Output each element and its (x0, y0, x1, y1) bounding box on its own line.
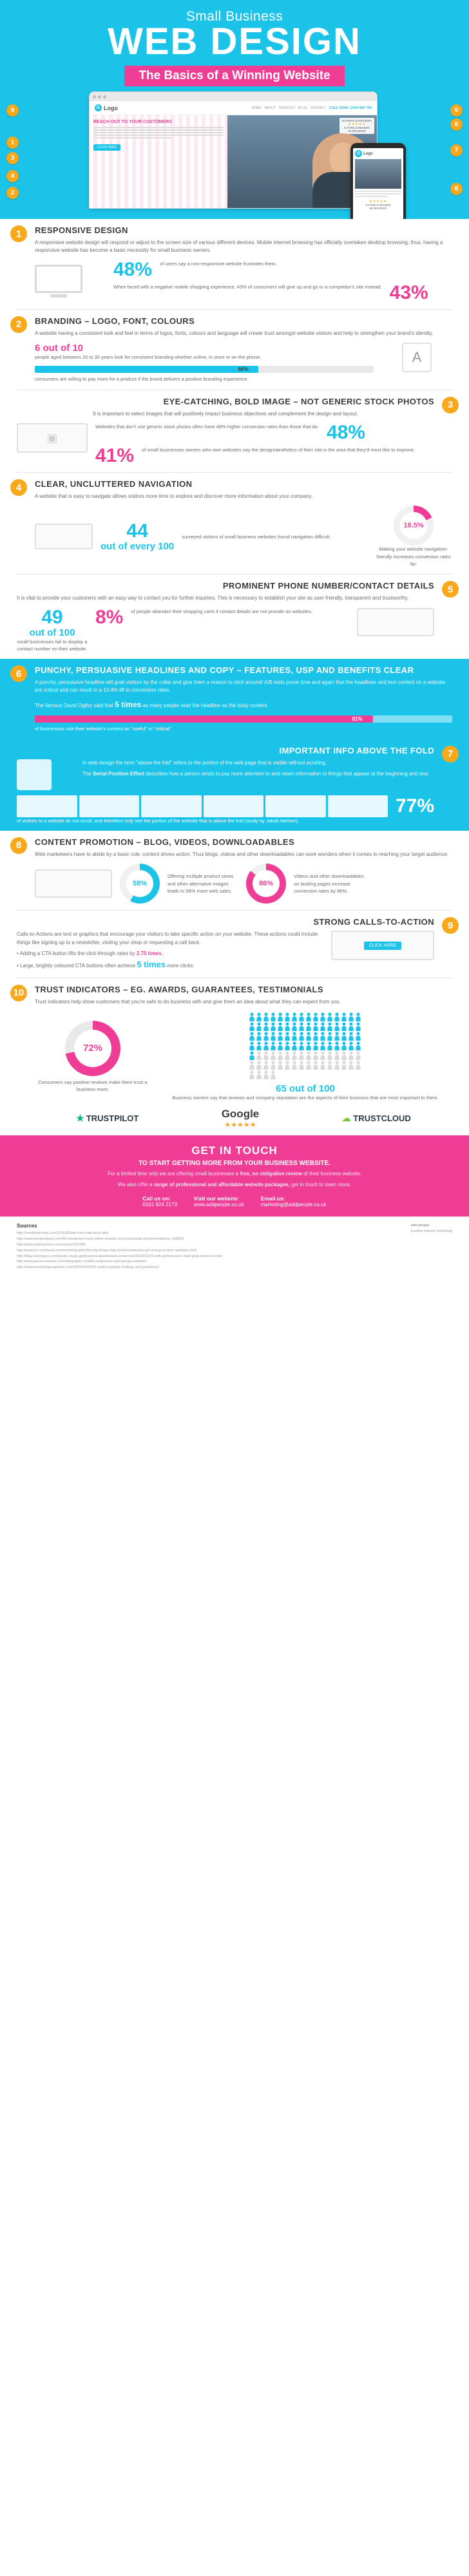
person-pictogram-icon (320, 1041, 326, 1050)
person-pictogram-icon (341, 1022, 347, 1031)
footer-body2-pre: We also offer a (117, 1182, 153, 1188)
person-pictogram-icon (355, 1051, 361, 1060)
footer-subtitle: TO START GETTING MORE FROM YOUR BUSINESS WEBSITE. (139, 1160, 330, 1168)
person-pictogram-icon (298, 1051, 305, 1060)
person-pictogram-icon (320, 1012, 326, 1021)
brand-identity-illustration (381, 343, 452, 372)
phone-rating (355, 200, 401, 210)
site-body-lines (93, 127, 224, 138)
star-icon: ★ (76, 1113, 84, 1124)
content-donut-58-value: 58% (126, 870, 153, 897)
person-pictogram-icon (348, 1022, 354, 1031)
logo-mark-icon: G (95, 104, 102, 111)
section-calls-to-action: 9 STRONG CALLS-TO-ACTION Calls-to-Actions are text or graphics that encourage your visitors to take specific action on your website. These actions could include things like signing up to a newsletter, visiting your shop or requesting a call back. • Adding a CTA button lifts the click-through rates by 2.75 times. • Large, brightly coloured CTA buttons often achieve 5 times more clicks. CLICK HERE (0, 911, 469, 977)
phone-rating-name: KATHIE & REVIERI (365, 204, 391, 207)
sources-section (0, 1217, 469, 1280)
person-pictogram-icon (256, 1061, 262, 1070)
devices-illustration (35, 265, 106, 298)
section-body: Web marketeers have to abide by a basic rule: content drives action. Thus blogs, videos and other downloadables can work wonders when it comes to reaching your target audience. (35, 851, 449, 857)
person-pictogram-icon (249, 1051, 255, 1060)
person-pictogram-icon (270, 1061, 276, 1070)
section-body: A responsive website design will respond or adjust to the screen size of various different devices. Mobile internet browsing has officially overtaken desktop browsing; thus, having a responsive website has become a basic necessity for small business owners. (35, 240, 443, 254)
person-pictogram-icon (327, 1022, 333, 1031)
person-pictogram-icon (305, 1022, 312, 1031)
stat-8-value: 8% (95, 606, 124, 628)
person-pictogram-icon (256, 1022, 262, 1031)
section-number: 2 (10, 316, 27, 333)
site-headline: REACH OUT TO YOUR CUSTOMERS (93, 120, 172, 124)
stat-48b-value: 48% (326, 422, 365, 444)
cta-button[interactable]: CLICK HERE (364, 942, 401, 950)
section-number: 5 (442, 581, 459, 598)
source-item: http://www.smashingmagazine.com/2009/09/24/10-useful-usability-findings-and-guidelines/ (17, 1265, 160, 1270)
person-pictogram-icon (312, 1051, 319, 1060)
person-pictogram-icon (249, 1022, 255, 1031)
person-pictogram-icon (298, 1032, 305, 1041)
cta-bullet1-pre: Adding a CTA button lifts the click-through rates by (19, 951, 135, 957)
browser-dot-icon (93, 95, 96, 99)
trust-logos (35, 1108, 452, 1129)
content-donut-58-text: Offering multiple product views and other alternative images leads to 58% more web sales. (168, 873, 234, 894)
contact-website[interactable] (194, 1195, 244, 1208)
cta-bullet1-value: 2.75 times. (136, 951, 163, 957)
sources-title: Sources (17, 1223, 37, 1229)
nav-item[interactable]: CONTACT (310, 106, 326, 110)
person-pictogram-icon (270, 1012, 276, 1021)
ogilvy-multiplier: 5 times (115, 699, 142, 709)
header-band-text: The Basics of a Winning Website (139, 69, 330, 82)
contact-email-value: marketing@addpeople.co.uk (260, 1202, 327, 1208)
site-logo (95, 104, 118, 111)
navigation-donut-text: Making your website navigation-friendly increases conversion rates by: (376, 546, 451, 567)
person-pictogram-icon (277, 1032, 283, 1041)
section-title: CONTENT PROMOTION – BLOG, VIDEOS, DOWNLOADABLES (35, 837, 295, 847)
person-pictogram-icon (348, 1061, 354, 1070)
contact-website-value: www.addpeople.co.uk (193, 1202, 244, 1208)
person-pictogram-icon (312, 1061, 319, 1070)
contact-website-label: Visit our website: (193, 1195, 240, 1202)
person-pictogram-icon (249, 1032, 255, 1041)
header-main-title: WEB DESIGN (108, 21, 361, 62)
person-pictogram-icon (327, 1032, 333, 1041)
hotspot-marker-4[interactable]: 4 (6, 170, 19, 182)
section-title: EYE-CATCHING, BOLD IMAGE – NOT GENERIC STOCK PHOTOS (163, 396, 434, 406)
ogilvy-post: as many people read the headline as the body content. (142, 702, 269, 708)
person-pictogram-icon (298, 1022, 305, 1031)
image-placeholder-icon: ▣ (17, 423, 88, 453)
addpeople-logo (411, 1223, 452, 1235)
person-pictogram-icon (277, 1061, 283, 1070)
branding-bar (35, 366, 374, 373)
header-small-title: Small Business (186, 9, 283, 24)
person-pictogram-icon (355, 1061, 361, 1070)
stat-44-text: surveyed visitors of small business websites found navigation difficult. (182, 533, 331, 540)
person-pictogram-icon (298, 1041, 305, 1050)
nav-item[interactable]: SERVICES (278, 106, 295, 110)
person-pictogram-icon (341, 1061, 347, 1070)
content-donut-86-text: Videos and other downloadables on landing pages increase conversion rates by 86%. (294, 873, 364, 894)
hotspot-marker-9[interactable]: 9 (6, 104, 19, 117)
star-icon: ★★★★★ (348, 122, 366, 126)
contact-email[interactable] (261, 1195, 327, 1208)
section-navigation (0, 473, 469, 574)
star-icon: ★★★★★ (369, 200, 387, 204)
hero-section (0, 86, 469, 219)
person-pictogram-icon (312, 1012, 319, 1021)
source-item: http://blog.rackspace.com/adobe-study-applications-abandoned-conversion/2014/01/03-web-performance-stats-grab-want-to-know/ (17, 1254, 223, 1258)
section-number: 1 (10, 225, 27, 242)
navigation-donut-chart (394, 506, 434, 545)
person-pictogram-icon (312, 1022, 319, 1031)
section-title: CLEAR, UNCLUTTERED NAVIGATION (35, 479, 193, 489)
person-pictogram-icon (270, 1022, 276, 1031)
person-pictogram-icon (263, 1061, 269, 1070)
person-pictogram-icon (348, 1012, 354, 1021)
footer-body-pre: For a limited time only we are offering small businesses a (108, 1171, 239, 1177)
person-pictogram-icon (341, 1012, 347, 1021)
section-above-the-fold (0, 739, 469, 831)
trustpilot-logo (76, 1113, 139, 1124)
person-pictogram-icon (334, 1051, 340, 1060)
person-pictogram-icon (305, 1051, 312, 1060)
reading-person-icon (17, 759, 75, 790)
section-number: 9 (442, 917, 459, 934)
browser-mockup (89, 91, 378, 209)
section-title: RESPONSIVE DESIGN (35, 225, 128, 235)
phone-logo-text: Logo (363, 151, 373, 156)
person-pictogram-icon (256, 1051, 262, 1060)
person-pictogram-icon (355, 1022, 361, 1031)
star-icon: ★★★★★ (224, 1121, 256, 1130)
section-body: It is vital to provide your customers with an easy way to contact you for further inquiries. This is necessary to establish your site as user-friendly, transparent and trustworthy. (17, 595, 409, 601)
section-body: It is important to select images that will positively impact business objectives and complement the design and layout. (93, 410, 358, 417)
person-pictogram-icon (334, 1061, 340, 1070)
section-number: 3 (442, 397, 459, 413)
person-pictogram-icon (263, 1051, 269, 1060)
section-number: 8 (10, 837, 27, 854)
stat-49-text: small businesses fail to display a contact number on their website. (17, 638, 88, 652)
content-rating-bar-text: of businesses rate their website's content as "useful" or "critical" (35, 726, 171, 732)
person-pictogram-icon (270, 1041, 276, 1050)
person-pictogram-icon (249, 1070, 255, 1079)
person-pictogram-icon (355, 1041, 361, 1050)
hotspot-marker-6[interactable]: 6 (450, 118, 463, 131)
stat-77-value: 77% (395, 795, 434, 817)
person-pictogram-icon (327, 1051, 333, 1060)
section-number: 6 (10, 665, 27, 682)
source-item: http://smallbiztrends.com/2015/05/site-trust-indicators.html (17, 1231, 109, 1236)
cloud-icon: ☁ (341, 1113, 351, 1124)
person-pictogram-icon (305, 1012, 312, 1021)
person-pictogram-icon (334, 1012, 340, 1021)
person-pictogram-icon (277, 1022, 283, 1031)
person-pictogram-icon (341, 1041, 347, 1050)
addpeople-tagline: positive internet marketing (410, 1229, 452, 1234)
person-pictogram-icon (277, 1051, 283, 1060)
section-title: STRONG CALLS-TO-ACTION (313, 917, 434, 927)
cta-bullet2-post: more clicks. (167, 962, 195, 969)
section-number: 10 (10, 985, 27, 1001)
person-pictogram-icon (355, 1012, 361, 1021)
person-pictogram-icon (298, 1061, 305, 1070)
section-content-promotion (0, 831, 469, 910)
footer-body2-post: get in touch to learn more. (291, 1182, 352, 1188)
section-responsive-design (0, 219, 469, 309)
content-donut-58 (120, 864, 160, 904)
person-pictogram-icon (291, 1061, 298, 1070)
person-pictogram-icon (327, 1061, 333, 1070)
person-pictogram-icon (263, 1041, 269, 1050)
cta-illustration (331, 931, 434, 960)
content-rating-bar-value: 81% (352, 716, 363, 723)
person-pictogram-icon (305, 1032, 312, 1041)
site-hero-copy (90, 115, 227, 209)
section-headlines-copy (0, 659, 469, 739)
person-pictogram-icon (270, 1070, 276, 1079)
stat-49-value: 49 (41, 606, 63, 628)
branding-bar-text: consumers are willing to pay more for a product if the brand delivers a positive branding experience. (35, 376, 249, 383)
sources-list (17, 1231, 452, 1271)
trustpilot-label: TRUSTPILOT (86, 1113, 139, 1124)
browser-chrome-bar (90, 92, 377, 101)
person-pictogram-icon (341, 1032, 347, 1041)
site-hero-body (90, 115, 377, 209)
section-title: PROMINENT PHONE NUMBER/CONTACT DETAILS (222, 581, 434, 591)
person-pictogram-icon (291, 1012, 298, 1021)
navigation-donut-value: 18.5% (400, 512, 427, 539)
content-rating-bar (35, 715, 452, 723)
person-pictogram-icon (256, 1041, 262, 1050)
section-body: A punchy, persuasive headline will grab visitors by the collar and give them a reason to stick around! A/B tests prove time and again that the headlines and text content on a website are critical and can result in a 10.4% lift in conversion rates. (35, 679, 445, 694)
contact-phone[interactable] (142, 1195, 177, 1208)
person-pictogram-icon (249, 1041, 255, 1050)
person-pictogram-icon (284, 1012, 291, 1021)
site-phone-number: CALL NOW: 1234 456 789 (329, 106, 372, 110)
person-pictogram-icon (263, 1070, 269, 1079)
person-pictogram-icon (355, 1032, 361, 1041)
source-item: http://www.paceconomics.com/infographic-mobile-responsive-web-design-statistics (17, 1260, 147, 1264)
trustcloud-label: TRUSTCLOUD (353, 1113, 411, 1124)
person-pictogram-icon (312, 1041, 319, 1050)
person-pictogram-icon (284, 1051, 291, 1060)
section-title: IMPORTANT INFO ABOVE THE FOLD (279, 745, 434, 755)
person-pictogram-icon (277, 1012, 283, 1021)
phone-rating-count: 95 REVIEWS (369, 207, 387, 210)
hotspot-marker-1[interactable]: 1 (6, 137, 19, 149)
hotspot-marker-2[interactable]: 2 (6, 187, 19, 199)
person-pictogram-icon (284, 1041, 291, 1050)
person-pictogram-icon (263, 1032, 269, 1041)
person-pictogram-icon (320, 1022, 326, 1031)
source-item: http://www.entrepreneur.com/article/232268 (17, 1242, 86, 1247)
hotspot-marker-5[interactable]: 5 (450, 104, 463, 117)
section-body: A website that is easy to navigate allows visitors more time to explore and discover more information about your company. (35, 493, 313, 500)
infographic-page (0, 0, 469, 1280)
stat-41-value: 41% (95, 445, 135, 467)
stat-6of10-text: people aged between 20 to 30 years look for consistent branding whether online, in store or on the phone. (35, 354, 262, 361)
section-trust-indicators (0, 978, 469, 1136)
person-pictogram-icon (249, 1061, 255, 1070)
site-rating-badge (340, 118, 374, 134)
person-pictogram-icon (284, 1032, 291, 1041)
section-body: Trust indicators help show customers that you're safe to do business with and give them an idea about what they can expect from you. (35, 998, 341, 1005)
person-pictogram-icon (291, 1022, 298, 1031)
section-title: BRANDING – LOGO, FONT, COLOURS (35, 316, 195, 326)
header-band (124, 66, 344, 86)
contact-form-illustration (357, 608, 434, 636)
browser-dot-icon (103, 95, 106, 99)
fold-thumbnails (17, 795, 388, 817)
trust-donut-value: 72% (74, 1030, 111, 1067)
stat-43-text: When faced with a negative mobile shopping experience, 43% of consumers will give up and go to a competitor's site instead. (113, 283, 382, 290)
section-branding (0, 310, 469, 390)
person-pictogram-icon (312, 1032, 319, 1041)
section-title: TRUST INDICATORS – EG. AWARDS, GUARANTEES, TESTIMONIALS (35, 984, 323, 994)
hotspot-marker-8[interactable]: 8 (450, 183, 463, 195)
content-donut-86-value: 86% (253, 870, 280, 897)
stat-41-text: of small businesses owners who own websites say the design/aesthetics of their site is the area that they'd most like to improve. (142, 447, 416, 453)
person-pictogram-icon (256, 1012, 262, 1021)
person-pictogram-icon (341, 1051, 347, 1060)
rating-title: RATINGS & REVIEWS (342, 119, 372, 122)
serial-effect-pre: The (82, 771, 91, 777)
rating-count: 95 REVIEWS (348, 129, 366, 133)
person-pictogram-icon (334, 1022, 340, 1031)
nav-item[interactable]: ABOUT (264, 106, 276, 110)
stat-44-value: 44 (126, 520, 148, 542)
trust-donut-text: Consumers say positive reviews make them trust a business more. (38, 1079, 148, 1093)
person-pictogram-icon (284, 1022, 291, 1031)
addpeople-name: add people (410, 1224, 430, 1228)
source-item: http://searchengineland.com/49-consumers-trust-online-reviews-much-personal-recommendations-195903 (17, 1237, 184, 1242)
site-logo-text: Logo (104, 104, 118, 111)
site-cta-button[interactable]: CLICK HERE (93, 144, 120, 151)
person-pictogram-icon (277, 1041, 283, 1050)
person-pictogram-icon (263, 1012, 269, 1021)
stat-49-sub: out of 100 (29, 627, 75, 638)
serial-effect-term: Serial Position Effect (93, 771, 145, 777)
footer-body-post: of their business website. (303, 1171, 361, 1177)
section-bold-image (0, 390, 469, 472)
section-number: 4 (10, 479, 27, 496)
google-logo (222, 1108, 260, 1129)
site-nav (251, 106, 372, 110)
source-item: http://www.inc.com/laura-montini/infographic/the-big-things-that-small-businesses-get-wrong-on-their-websites.html (17, 1248, 197, 1253)
person-pictogram-icon (256, 1032, 262, 1041)
stat-48-text: of users say a non-responsive website frustrates them. (160, 260, 277, 267)
people-pictogram (249, 1012, 362, 1079)
section-title: PUNCHY, PERSUASIVE HEADLINES AND COPY – FEATURES, USP AND BENEFITS CLEAR (35, 665, 414, 676)
section-body: A website having a consistent look and feel in terms of logos, fonts, colours and language will create trust amongst website visitors and help to strengthen your brand's identity. (35, 330, 434, 336)
footer-title: GET IN TOUCH (191, 1144, 278, 1157)
stat-8-text: of people abandon their shopping carts if contact details are not provide on websites. (131, 608, 312, 614)
footer-body-bold: free, no obligation review (240, 1171, 302, 1177)
serial-effect-post: describes how a person tends to pay more attention to and retain information to things that appear at the beginning and end. (146, 771, 430, 777)
trust-donut-chart (65, 1021, 120, 1076)
person-pictogram-icon (270, 1051, 276, 1060)
phone-site-logo (355, 150, 401, 157)
stat-48-value: 48% (113, 258, 153, 280)
stat-6of10-value: 6 out of 10 (35, 343, 84, 354)
person-pictogram-icon (327, 1012, 333, 1021)
person-pictogram-icon (320, 1032, 326, 1041)
hotspot-marker-7[interactable]: 7 (450, 144, 463, 156)
footer-body2-bold: range of professional and affordable website packages, (153, 1182, 290, 1188)
logo-mark-icon: G (355, 150, 362, 157)
nav-item[interactable]: BLOG (298, 106, 307, 110)
trustcloud-logo (342, 1113, 411, 1124)
person-pictogram-icon (291, 1032, 298, 1041)
person-pictogram-icon (348, 1051, 354, 1060)
contact-phone-value: 0161 924 2173 (142, 1202, 177, 1208)
people-stat-text: Business owners say that reviews and company reputation are the aspects of their business that are most important to them. (172, 1095, 439, 1101)
section-contact-details (0, 574, 469, 659)
person-pictogram-icon (327, 1041, 333, 1050)
person-pictogram-icon (320, 1051, 326, 1060)
nav-item[interactable]: HOME (251, 106, 262, 110)
google-label: Google (221, 1108, 260, 1121)
letter-a-icon: A (402, 343, 432, 372)
person-pictogram-icon (284, 1061, 291, 1070)
person-pictogram-icon (334, 1032, 340, 1041)
stat-43-value: 43% (389, 281, 428, 303)
person-pictogram-icon (256, 1070, 262, 1079)
phone-hero-image (355, 159, 401, 189)
site-header (90, 101, 377, 115)
rating-name: KATHIE & REVIERI (344, 126, 370, 129)
stat-44-sub: out of every 100 (100, 540, 175, 552)
section-body: Calls-to-Actions are text or graphics that encourage your visitors to take specific action on your website. These actions could include things like signing up to a newsletter, visiting your shop or requesting a call back. (17, 931, 318, 945)
person-pictogram-icon (291, 1051, 298, 1060)
hotspot-marker-3[interactable]: 3 (6, 152, 19, 164)
blog-illustration (35, 869, 112, 898)
header (0, 0, 469, 86)
content-donut-86 (246, 864, 286, 904)
section-body: In web design the term "above the fold" refers to the portion of the web page that is visible without scrolling. (82, 759, 327, 766)
person-pictogram-icon (249, 1012, 255, 1021)
contact-email-label: Email us: (260, 1195, 285, 1202)
person-pictogram-icon (320, 1061, 326, 1070)
cta-bullet2-value: 5 times (137, 959, 166, 969)
cta-bullet2-pre: Large, brightly coloured CTA buttons often achieve (20, 962, 136, 969)
browser-dot-icon (98, 95, 101, 99)
person-pictogram-icon (305, 1041, 312, 1050)
navigation-illustration (35, 524, 93, 549)
person-pictogram-icon (263, 1022, 269, 1031)
person-pictogram-icon (348, 1041, 354, 1050)
section-number: 7 (442, 746, 459, 762)
person-pictogram-icon (348, 1032, 354, 1041)
stat-48b-text: Websites that don't use generic stock photos often have 48% higher conversion rates than those that do. (95, 424, 319, 430)
ogilvy-pre: The famous David Ogilvy said that (35, 702, 113, 708)
person-pictogram-icon (270, 1032, 276, 1041)
stat-77-text: of visitors to a website do not scroll, and therefore only see the portion of the website that is above the fold (study by Jakob Nielsen). (17, 817, 300, 824)
person-pictogram-icon (291, 1041, 298, 1050)
get-in-touch-section (0, 1135, 469, 1217)
person-pictogram-icon (298, 1012, 305, 1021)
monitor-icon (35, 265, 82, 298)
branding-bar-value: 66% (238, 366, 249, 373)
person-pictogram-icon (305, 1061, 312, 1070)
people-stat-value: 65 out of 100 (276, 1083, 335, 1095)
person-pictogram-icon (334, 1041, 340, 1050)
contact-phone-label: Call us on: (142, 1195, 171, 1202)
